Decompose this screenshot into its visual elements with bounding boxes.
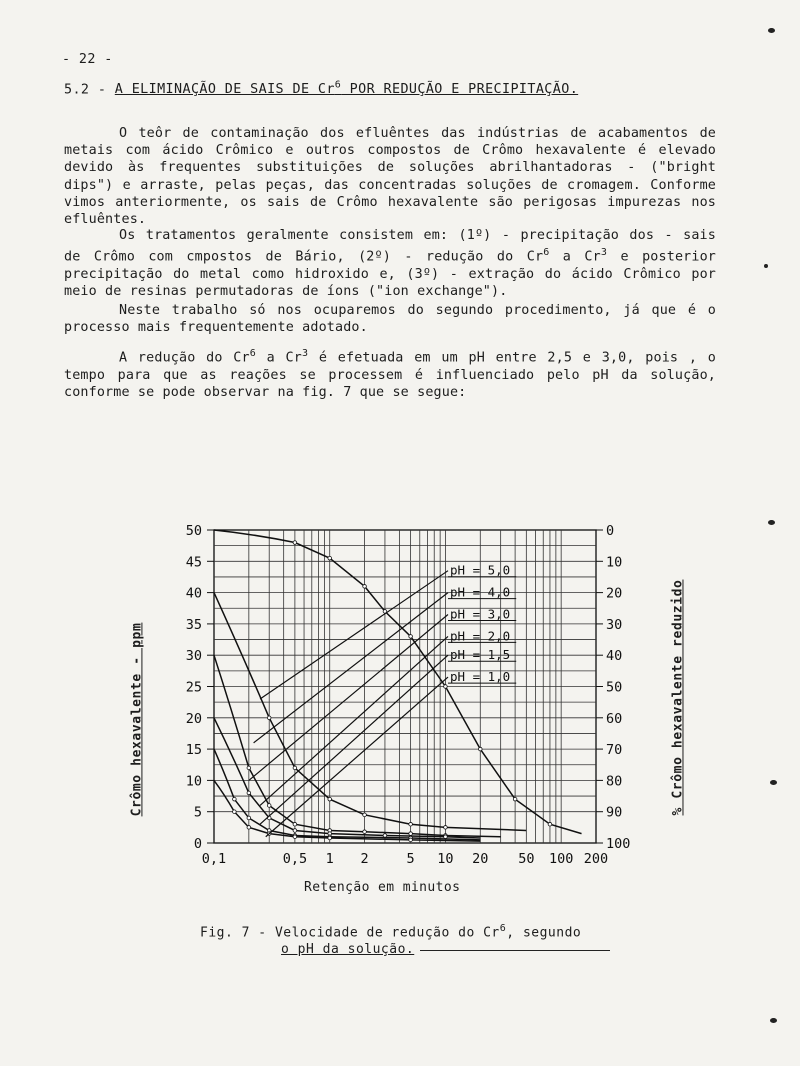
page-mark xyxy=(770,1018,777,1023)
series-label: pH = 1,5 xyxy=(450,647,511,663)
x-tick-label: 200 xyxy=(583,851,609,867)
x-tick-label: 0,5 xyxy=(282,851,308,867)
series-label: pH = 1,0 xyxy=(450,669,511,685)
x-tick-label: 20 xyxy=(472,851,489,867)
series-point xyxy=(267,804,271,808)
y2-tick-label: 30 xyxy=(606,616,623,633)
series-point xyxy=(409,635,413,639)
series-label: pH = 2,0 xyxy=(450,628,511,644)
section-prefix: 5.2 - xyxy=(64,82,115,98)
series-point xyxy=(247,791,251,795)
y2-tick-label: 70 xyxy=(606,742,623,759)
y2-tick-label: 100 xyxy=(606,836,631,852)
series-point xyxy=(328,797,332,801)
series-point xyxy=(478,747,482,751)
y2-tick-label: 60 xyxy=(606,710,623,727)
series-point xyxy=(328,835,332,839)
page-mark xyxy=(768,520,775,525)
series-label: pH = 3,0 xyxy=(450,606,511,622)
series-point xyxy=(233,797,237,801)
y-tick-label: 10 xyxy=(185,773,202,790)
caption-rule xyxy=(420,950,610,951)
x-tick-label: 50 xyxy=(518,851,535,867)
figure-caption: Fig. 7 - Velocidade de redução do Cr$^6$, segundo o pH da solução. xyxy=(200,923,582,958)
chart-labels xyxy=(448,563,516,684)
leader-line xyxy=(260,636,448,805)
series-point xyxy=(267,716,271,720)
series-line xyxy=(214,593,526,831)
page-mark xyxy=(770,780,777,785)
y-axis-left-title: Crômo hexavalente - ppm xyxy=(129,622,145,817)
x-tick-label: 10 xyxy=(437,851,454,867)
series-point xyxy=(293,822,297,826)
series-line xyxy=(214,749,480,840)
y-tick-label: 0 xyxy=(193,836,202,852)
series-line xyxy=(214,780,480,841)
y-tick-label: 25 xyxy=(185,679,202,696)
y-tick-label: 35 xyxy=(185,616,202,633)
series-label: pH = 4,0 xyxy=(450,584,511,600)
series-point xyxy=(383,610,387,614)
series-line xyxy=(214,718,480,838)
y-tick-label: 5 xyxy=(193,804,202,821)
y2-tick-label: 20 xyxy=(606,585,623,602)
series-point xyxy=(267,832,271,836)
series-point xyxy=(328,829,332,833)
series-point xyxy=(328,836,332,840)
series-point xyxy=(293,835,297,839)
x-tick-label: 100 xyxy=(548,851,574,867)
x-tick-label: 5 xyxy=(406,851,415,867)
series-point xyxy=(409,838,413,842)
y-tick-label: 45 xyxy=(185,554,202,571)
series-point xyxy=(409,836,413,840)
series-point xyxy=(293,541,297,545)
y2-tick-label: 50 xyxy=(606,679,623,696)
series-point xyxy=(444,834,448,838)
series-line xyxy=(214,530,582,834)
paragraph-2: Os tratamentos geralmente consistem em: (1º) - precipitação dos - sais de Crômo com cmpostos de Bário, (2º) - redução do Cr$^6$ a Cr$^3$ e posterior precipitação do metal como hidroxido e, (3º) - extração do ácido Crômico por meio de resinas permutadoras de íons ("ion exchange"). xyxy=(64,228,717,300)
series-point xyxy=(293,829,297,833)
series-point xyxy=(267,816,271,820)
series-point xyxy=(409,832,413,836)
y2-tick-label: 90 xyxy=(606,804,623,821)
series-point xyxy=(409,822,413,826)
series-point xyxy=(247,766,251,770)
series-label: pH = 5,0 xyxy=(450,562,511,578)
paragraph-3: Neste trabalho só nos ocuparemos do segundo procedimento, já que é o processo mais frequentemente adotado. xyxy=(64,303,716,336)
series-point xyxy=(247,826,251,830)
series-point xyxy=(363,813,367,817)
series-line xyxy=(214,655,501,837)
y2-tick-label: 10 xyxy=(606,554,623,571)
section-title: A ELIMINAÇÃO DE SAIS DE Cr$^6$ POR REDUÇÃO E PRECIPITAÇÃO. xyxy=(114,80,579,98)
y-tick-label: 20 xyxy=(185,710,202,727)
y-tick-label: 40 xyxy=(185,585,202,602)
series-point xyxy=(293,834,297,838)
chart-leader-lines xyxy=(249,571,448,837)
leader-line xyxy=(249,615,448,781)
series-point xyxy=(444,826,448,830)
series-point xyxy=(513,797,517,801)
leader-line xyxy=(260,655,448,824)
x-tick-label: 2 xyxy=(360,851,369,867)
page-number: - 22 - xyxy=(62,52,113,67)
x-axis-title: Retenção em minutos xyxy=(304,880,461,895)
series-point xyxy=(383,834,387,838)
leader-line xyxy=(266,677,448,837)
plot-frame xyxy=(214,530,596,843)
y-tick-label: 30 xyxy=(185,648,202,665)
page-mark xyxy=(764,264,768,268)
chart-grid xyxy=(214,530,596,843)
y-axis-right-title: % Crômo hexavalente reduzido xyxy=(670,579,686,816)
leader-line xyxy=(254,593,448,743)
paragraph-1: O teôr de contaminação dos efluêntes das indústrias de acabamentos de metais com ácido Crômico e outros compostos de Crômo hexavalente é elevado devido às frequentes substituições de soluções abrilhantadoras - ("bright dips") e arraste, pelas peças, das concentradas soluções de cromagem. Conforme vimos anteriormente, os sais de Crômo hexavalente são perigosas impurezas nos efluêntes. xyxy=(64,126,716,228)
y-tick-label: 15 xyxy=(185,742,202,759)
section-heading xyxy=(64,80,578,97)
chart-curves xyxy=(214,530,582,842)
series-point xyxy=(444,685,448,689)
page-mark xyxy=(768,28,775,33)
series-point xyxy=(363,585,367,589)
series-point xyxy=(328,832,332,836)
y2-tick-label: 0 xyxy=(606,523,615,539)
x-tick-label: 0,1 xyxy=(201,851,227,867)
series-point xyxy=(548,822,552,826)
series-point xyxy=(363,830,367,834)
series-point xyxy=(444,835,448,839)
series-point xyxy=(328,556,332,560)
y2-tick-label: 40 xyxy=(606,648,623,665)
y2-tick-label: 80 xyxy=(606,773,623,790)
series-point xyxy=(267,829,271,833)
series-point xyxy=(233,810,237,814)
series-point xyxy=(247,816,251,820)
x-tick-label: 1 xyxy=(325,851,334,867)
chart-ticks xyxy=(186,523,631,867)
y-tick-label: 50 xyxy=(185,523,202,539)
leader-line xyxy=(260,571,448,699)
series-point xyxy=(293,766,297,770)
paragraph-4: A redução do Cr$^6$ a Cr$^3$ é efetuada em um pH entre 2,5 e 3,0, pois , o tempo para que as reações se processem é influenciado pelo pH da solução, conforme se pode observar na fig. 7 que se segue: xyxy=(64,348,716,400)
